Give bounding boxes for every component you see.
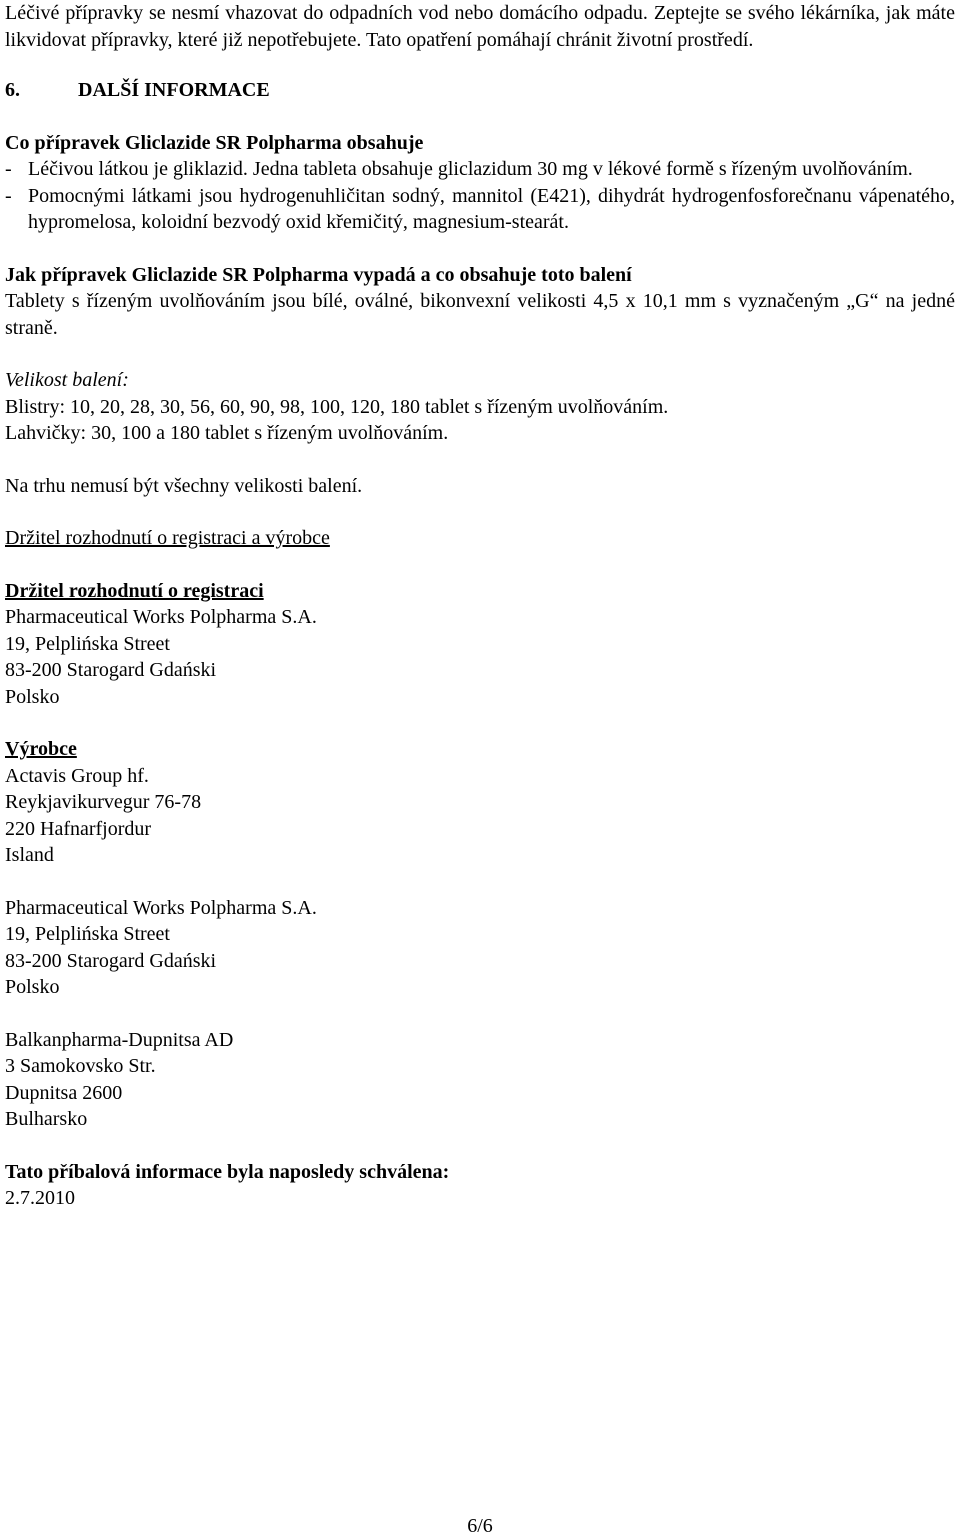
manufacturer-street: Reykjavikurvegur 76-78	[5, 791, 202, 813]
approval-date: 2.7.2010	[5, 1187, 75, 1209]
holder-city: 83-200 Starogard Gdański	[5, 659, 217, 681]
manufacturer-country: Bulharsko	[5, 1108, 88, 1130]
list-item	[5, 183, 955, 236]
excipients-text: Pomocnými látkami jsou hydrogenuhličitan sodný, mannitol (E421), dihydrát hydrogenfosforečnanu vápenatého, hypromelosa, koloidní bezvodý oxid křemičitý, magnesium-stearát.	[28, 184, 955, 233]
appearance-text: Tablety s řízeným uvolňováním jsou bílé, oválné, bikonvexní velikosti 4,5 x 10,1 mm s vyznačeným „G“ na jedné straně.	[5, 290, 955, 339]
active-substance-text: Léčivou látkou je gliklazid. Jedna tableta obsahuje gliclazidum 30 mg v lékové formě s řízeným uvolňováním.	[28, 158, 913, 180]
contains-heading: Co přípravek Gliclazide SR Polpharma obsahuje	[5, 131, 424, 154]
manufacturer-address	[5, 895, 955, 1001]
page-number: 6/6	[467, 1515, 493, 1537]
pack-size-label: Velikost balení:	[5, 369, 129, 391]
list-dash: -	[5, 158, 12, 180]
manufacturer-name: Pharmaceutical Works Polpharma S.A.	[5, 896, 317, 919]
holder-country: Polsko	[5, 685, 60, 708]
availability-note: Na trhu nemusí být všechny velikosti balení.	[5, 474, 363, 497]
document-page	[5, 0, 955, 1212]
section-title: DALŠÍ INFORMACE	[78, 79, 270, 101]
section-heading	[5, 77, 955, 104]
manufacturer-address	[5, 1027, 955, 1133]
holder-name: Pharmaceutical Works Polpharma S.A.	[5, 606, 317, 628]
list-dash: -	[5, 184, 12, 207]
holder-manufacturer-heading: Držitel rozhodnutí o registraci a výrobce	[5, 527, 330, 549]
manufacturer-country: Polsko	[5, 976, 60, 998]
approval-heading: Tato příbalová informace byla naposledy schválena:	[5, 1160, 450, 1183]
manufacturer-country: Island	[5, 844, 54, 866]
manufacturer-heading: Výrobce	[5, 738, 77, 760]
manufacturer-name: Balkanpharma-Dupnitsa AD	[5, 1028, 234, 1051]
manufacturer-name: Actavis Group hf.	[5, 764, 149, 787]
appearance-heading: Jak přípravek Gliclazide SR Polpharma vypadá a co obsahuje toto balení	[5, 263, 632, 286]
section-number: 6.	[5, 79, 20, 101]
manufacturer-address	[5, 763, 955, 869]
blister-sizes: Blistry: 10, 20, 28, 30, 56, 60, 90, 98, 100, 120, 180 tablet s řízeným uvolňováním.	[5, 395, 669, 418]
disposal-paragraph: Léčivé přípravky se nesmí vhazovat do odpadních vod nebo domácího odpadu. Zeptejte se svého lékárníka, jak máte likvidovat přípravky, které již nepotřebujete. Tato opatření pomáhají chránit životní prostředí.	[5, 2, 955, 51]
list-item	[5, 156, 955, 183]
manufacturer-city: 83-200 Starogard Gdański	[5, 949, 217, 972]
manufacturer-street: 3 Samokovsko Str.	[5, 1055, 156, 1077]
manufacturer-street: 19, Pelplińska Street	[5, 923, 170, 945]
manufacturer-city: Dupnitsa 2600	[5, 1081, 123, 1104]
holder-street: 19, Pelplińska Street	[5, 632, 170, 655]
bottle-sizes: Lahvičky: 30, 100 a 180 tablet s řízeným uvolňováním.	[5, 422, 449, 444]
manufacturer-city: 220 Hafnarfjordur	[5, 817, 152, 840]
holder-heading: Držitel rozhodnutí o registraci	[5, 579, 264, 602]
